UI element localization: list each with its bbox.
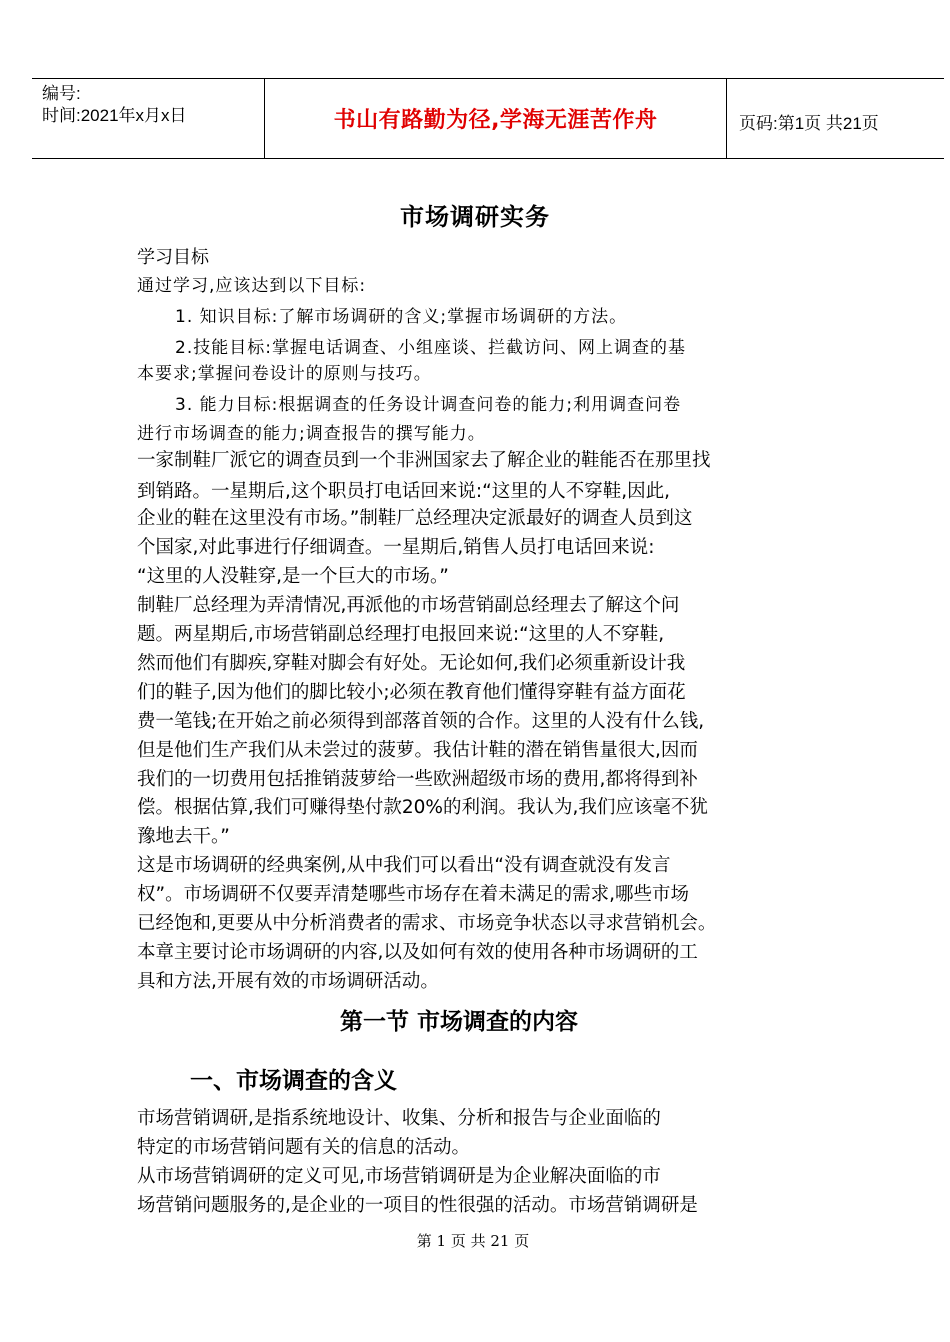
section-heading: 第一节 市场调查的内容 (340, 1009, 579, 1035)
date-label: 时间:2021年x月x日 (42, 106, 187, 125)
number-label: 编号: (42, 84, 81, 103)
case-line: 题。两星期后,市场营销副总经理打电报回来说:“这里的人不穿鞋, (137, 624, 665, 645)
case-line: 企业的鞋在这里没有市场。”制鞋厂总经理决定派最好的调查人员到这 (137, 508, 693, 529)
objective-line: 1. 知识目标:了解市场调研的含义;掌握市场调研的方法。 (175, 307, 628, 327)
body-line: 市场营销调研,是指系统地设计、收集、分析和报告与企业面临的 (137, 1108, 661, 1129)
subsection-heading: 一、市场调查的含义 (190, 1068, 397, 1094)
case-line: 个国家,对此事进行仔细调查。一星期后,销售人员打电话回来说: (137, 537, 655, 558)
learning-goals-heading: 学习目标 (137, 247, 209, 268)
case-line: 偿。根据估算,我们可赚得垫付款20%的利润。我认为,我们应该毫不犹 (137, 797, 708, 818)
case-line: 然而他们有脚疾,穿鞋对脚会有好处。无论如何,我们必须重新设计我 (137, 653, 686, 674)
page-footer: 第 1 页 共 21 页 (416, 1232, 530, 1250)
body-line: 从市场营销调研的定义可见,市场营销调研是为企业解决面临的市 (137, 1166, 661, 1187)
case-line: 制鞋厂总经理为弄清情况,再派他的市场营销副总经理去了解这个问 (137, 595, 680, 616)
document-title: 市场调研实务 (400, 203, 550, 231)
case-line: 本章主要讨论市场调研的内容,以及如何有效的使用各种市场调研的工 (137, 942, 698, 963)
objective-line: 2.技能目标:掌握电话调查、小组座谈、拦截访问、网上调查的基 (175, 338, 686, 358)
objective-line: 进行市场调查的能力;调查报告的撰写能力。 (137, 424, 486, 444)
header-meta-cell (32, 79, 265, 158)
case-line: 这是市场调研的经典案例,从中我们可以看出“没有调查就没有发言 (137, 855, 671, 876)
document-header (32, 78, 944, 159)
case-line: 但是他们生产我们从未尝过的菠萝。我估计鞋的潜在销售量很大,因而 (137, 740, 698, 761)
case-line: 一家制鞋厂派它的调查员到一个非洲国家去了解企业的鞋能否在那里找 (137, 450, 711, 471)
case-line: 们的鞋子,因为他们的脚比较小;必须在教育他们懂得穿鞋有益方面花 (137, 682, 686, 703)
objective-line: 3. 能力目标:根据调查的任务设计调查问卷的能力;利用调查问卷 (175, 395, 682, 415)
body-line: 场营销问题服务的,是企业的一项目的性很强的活动。市场营销调研是 (137, 1195, 698, 1216)
case-line: 具和方法,开展有效的市场调研活动。 (137, 971, 439, 992)
case-line: 我们的一切费用包括推销菠萝给一些欧洲超级市场的费用,都将得到补 (137, 769, 698, 790)
header-page-cell (727, 79, 944, 158)
case-line: 豫地去干。” (137, 826, 230, 847)
case-line: 费一笔钱;在开始之前必须得到部落首领的合作。这里的人没有什么钱, (137, 711, 705, 732)
header-motto-cell (265, 79, 727, 158)
motto: 书山有路勤为径,学海无涯苦作舟 (333, 108, 658, 133)
objective-line: 本要求;掌握问卷设计的原则与技巧。 (137, 364, 432, 384)
page-info: 页码:第1页 共21页 (739, 114, 879, 133)
body-line: 特定的市场营销问题有关的信息的活动。 (137, 1137, 471, 1158)
case-line: 权”。市场调研不仅要弄清楚哪些市场存在着未满足的需求,哪些市场 (137, 884, 689, 905)
case-line: “这里的人没鞋穿,是一个巨大的市场。” (137, 566, 449, 587)
case-line: 已经饱和,更要从中分析消费者的需求、市场竞争状态以寻求营销机会。 (137, 913, 717, 934)
objective-line: 通过学习,应该达到以下目标: (137, 276, 367, 296)
case-line: 到销路。一星期后,这个职员打电话回来说:“这里的人不穿鞋,因此, (137, 481, 670, 502)
